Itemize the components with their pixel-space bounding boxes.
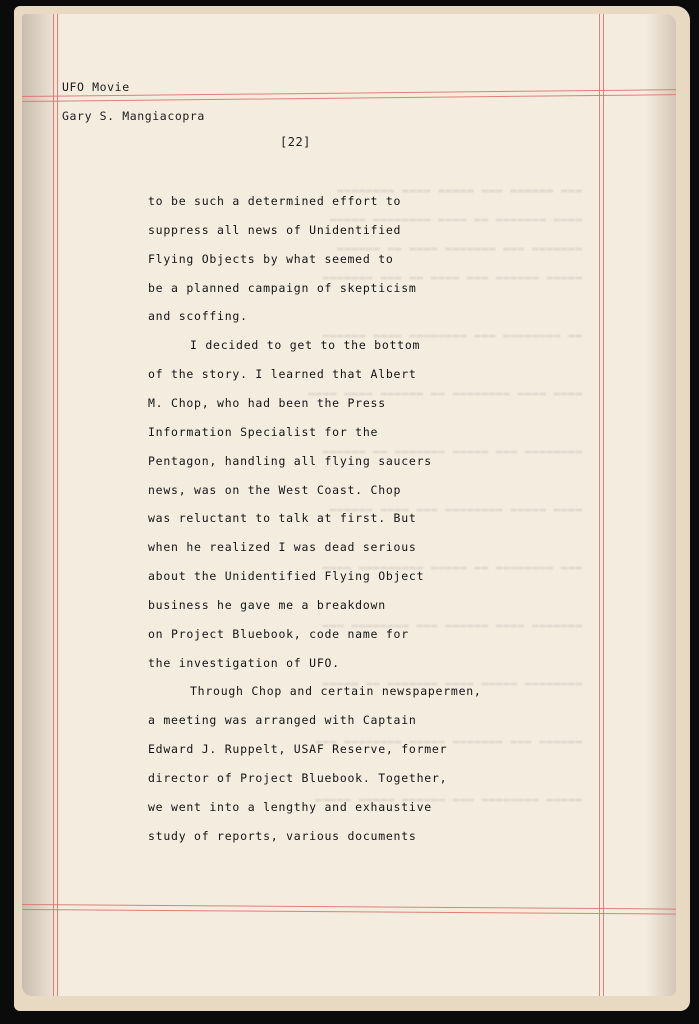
binding-shadow	[22, 14, 62, 996]
body-line: be a planned campaign of skepticism	[148, 280, 417, 295]
body-line: of the story. I learned that Albert	[148, 367, 417, 382]
header-author: Gary S. Mangiacopra	[62, 109, 205, 123]
body-line: Through Chop and certain newspapermen,	[190, 684, 482, 699]
body-line: the investigation of UFO.	[148, 655, 340, 670]
body-line: a meeting was arranged with Captain	[148, 713, 417, 728]
body-line: and scoffing.	[148, 309, 248, 324]
body-line: to be such a determined effort to	[148, 194, 402, 208]
body-line: on Project Bluebook, code name for	[148, 626, 409, 641]
right-margin-line-2	[603, 14, 604, 996]
body-line: Edward J. Ruppelt, USAF Reserve, former	[148, 742, 448, 757]
document-page: UFO Movie Gary S. Mangiacopra [22] ▬▬▬ ▬▬▬▬▬▬ ▬▬▬ ▬▬▬▬▬ ▬▬▬▬ ▬▬▬▬▬▬▬▬ ▬▬▬▬ ▬▬▬▬▬▬▬ ▬▬ ▬▬▬▬ ▬▬▬▬▬▬▬▬ ▬▬▬▬▬ ▬▬▬▬▬▬▬ ▬▬▬ ▬▬▬▬▬▬▬ ▬▬▬▬ ▬▬ ▬▬▬▬▬▬ ▬▬▬▬▬ ▬▬▬▬▬▬ ▬▬▬ ▬▬▬▬ ▬▬ ▬▬▬ ▬▬▬▬▬▬▬ ▬▬ ▬▬▬▬▬▬▬▬ ▬▬▬ ▬▬▬▬▬▬▬▬ ▬▬▬▬ ▬▬▬▬▬▬ ▬▬▬▬ ▬▬▬▬ ▬▬▬▬▬▬▬▬ ▬▬ ▬▬▬▬▬▬ ▬▬▬▬ ▬▬▬▬ ▬▬▬▬▬▬▬▬ ▬▬▬ ▬▬▬▬▬ ▬▬▬▬▬▬▬ ▬▬ ▬▬▬▬▬▬ ▬▬▬▬ ▬▬▬▬▬ ▬▬▬▬▬▬▬▬ ▬▬▬ ▬▬▬▬ ▬▬▬▬▬▬ ▬▬▬ ▬▬▬▬▬▬▬▬ ▬▬ ▬▬▬▬▬ ▬▬▬▬▬▬▬▬▬ ▬▬▬▬ ▬▬▬▬▬▬▬ ▬▬▬▬ ▬▬▬▬▬▬ ▬▬▬ ▬▬▬▬▬▬▬▬ ▬▬▬ ▬▬▬▬▬▬▬▬ ▬▬▬▬▬ ▬▬▬▬ ▬▬▬▬▬▬▬ ▬▬ ▬▬▬▬▬ ▬▬▬▬▬▬ ▬▬▬ ▬▬▬▬▬▬▬ ▬▬▬▬▬ ▬▬▬▬▬▬▬▬ ▬▬▬ ▬▬▬▬▬ ▬▬▬▬▬▬▬▬ ▬▬▬ ▬▬▬▬▬▬ ▬▬▬▬▬ ▬▬▬▬▬ to be such a determined effort to suppress all news of Unidentified Flying Objects by what seemed to be a planned campaign of skepticism and scoffing. I decided to get to the bottom of the story. I learned that Albert M. Chop, who had been the Press Information Specialist for the Pentagon, handling all flying saucers news, was on the West Coast. Chop was reluctant to talk at first. But when he realized I was dead serious about the Unidentified Flying Object business he gave me a breakdown on Project Bluebook, code name for the investigation of UFO. Through Chop and certain newspapermen, a meeting was arranged with Captain Edward J. Ruppelt, USAF Reserve, former director of Project Bluebook. Together, we went into a lengthy and exhaustive study of reports, various documents	[22, 14, 676, 996]
page-number: [22]	[280, 135, 311, 149]
body-line: was reluctant to talk at first. But	[148, 511, 417, 526]
right-margin-line-1	[599, 14, 600, 996]
body-line: business he gave me a breakdown	[148, 597, 386, 612]
body-line: M. Chop, who had been the Press	[148, 395, 386, 410]
header-title: UFO Movie	[62, 80, 130, 94]
left-margin-line-2	[57, 14, 58, 996]
body-line: director of Project Bluebook. Together,	[148, 771, 448, 785]
bottom-rule-line-2	[22, 909, 676, 915]
body-line: Pentagon, handling all flying saucers	[148, 453, 432, 468]
body-line: about the Unidentified Flying Object	[148, 569, 425, 584]
body-line: study of reports, various documents	[148, 828, 417, 843]
page-edge-shadow	[646, 14, 676, 996]
body-line: suppress all news of Unidentified	[148, 222, 402, 237]
body-line: Flying Objects by what seemed to	[148, 251, 394, 266]
left-margin-line-1	[53, 14, 54, 996]
body-line: news, was on the West Coast. Chop	[148, 482, 402, 497]
body-line: Information Specialist for the	[148, 424, 379, 439]
body-line: I decided to get to the bottom	[190, 338, 421, 353]
body-line: when he realized I was dead serious	[148, 540, 417, 555]
body-line: we went into a lengthy and exhaustive	[148, 799, 432, 814]
